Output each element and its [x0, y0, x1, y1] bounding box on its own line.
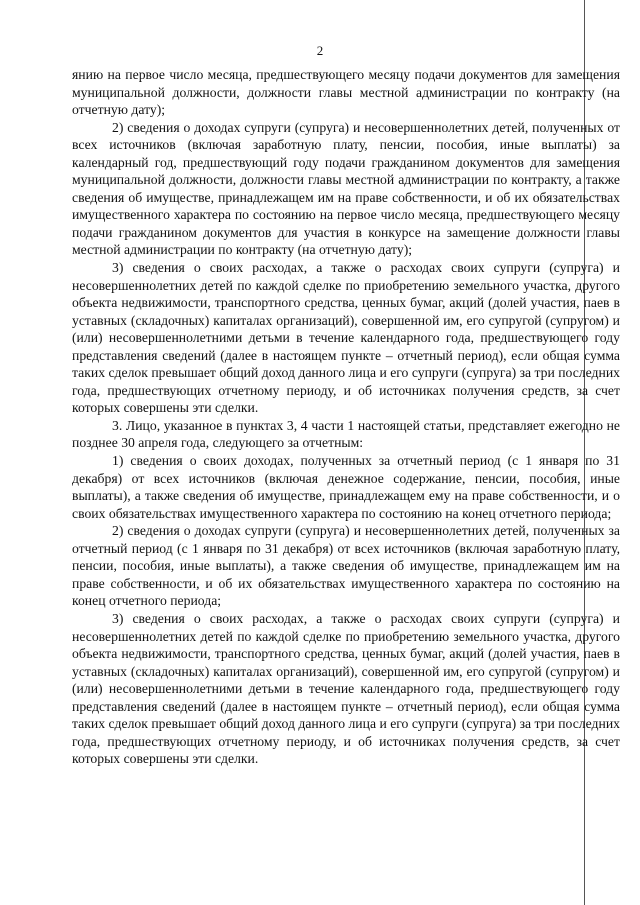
paragraph-item-2-spouse-income: 2) сведения о доходах супруги (супруга) и несовершеннолетних детей, полученных от всех источников (включая заработную плату, пенсии, пособия, иные выплаты) за календарный год, предшествующий году подачи гражданином документов для замещения муниципальной должности, должности главы местной администрации по контракту, а также сведения об имуществе, принадлежащем им на праве собственности, и об их обязательствах имущественного характера по состоянию на первое число месяца, предшествующего месяцу подачи гражданином документов для участия в конкурсе на замещение должности главы местной администрации по контракту (на отчетную дату); [72, 119, 620, 258]
paragraph-section-3-item-3: 3) сведения о своих расходах, а также о расходах своих супруги (супруга) и несовершеннолетних детей по каждой сделке по приобретению земельного участка, другого объекта недвижимости, транспортного средства, ценных бумаг, акций (долей участия, паев в уставных (складочных) капиталах организаций), совершенной им, его супругой (супругом) и (или) несовершеннолетними детьми в течение календарного года, предшествующего году представления сведений (далее в настоящем пункте – отчетный период), если общая сумма таких сделок превышает общий доход данного лица и его супруги (супруга) за три последних года, предшествующих отчетному периоду, и об источниках получения средств, за счет которых совершены эти сделки. [72, 610, 620, 767]
page-number: 2 [316, 43, 324, 58]
document-body [72, 66, 620, 768]
paragraph-section-3-item-1: 1) сведения о своих доходах, полученных за отчетный период (с 1 января по 31 декабря) от всех источников (включая денежное содержание, пенсии, пособия, иные выплаты), а также сведения об имуществе, принадлежащем ему на праве собственности, и о своих обязательствах имущественного характера по состоянию на конец отчетного периода; [72, 453, 620, 521]
paragraph-continuation: янию на первое число месяца, предшествующего месяцу подачи документов для замещения муниципальной должности, должности главы местной администрации по контракту (на отчетную дату); [72, 67, 620, 118]
paragraph-item-3-expenses: 3) сведения о своих расходах, а также о расходах своих супруги (супруга) и несовершеннолетних детей по каждой сделке по приобретению земельного участка, другого объекта недвижимости, транспортного средства, ценных бумаг, акций (долей участия, паев в уставных (складочных) капиталах организаций), совершенной им, его супругой (супругом) и (или) несовершеннолетними детьми в течение календарного года, предшествующего году представления сведений (далее в настоящем пункте – отчетный период), если общая сумма таких сделок превышает общий доход данного лица и его супруги (супруга) за три последних года, предшествующих отчетному периоду, и об источниках получения средств, за счет которых совершены эти сделки. [72, 260, 620, 416]
paragraph-section-3-item-2: 2) сведения о доходах супруги (супруга) и несовершеннолетних детей, полученных за отчетный период (с 1 января по 31 декабря) от всех источников (включая заработную плату, пенсии, пособия, иные выплаты), а также сведения об имуществе, принадлежащем им на праве собственности, и об их обязательствах имущественного характера по состоянию на конец отчетного периода; [72, 523, 620, 609]
paragraph-section-3: 3. Лицо, указанное в пунктах 3, 4 части 1 настоящей статьи, представляет ежегодно не позднее 30 апреля года, следующего за отчетным: [72, 417, 620, 451]
